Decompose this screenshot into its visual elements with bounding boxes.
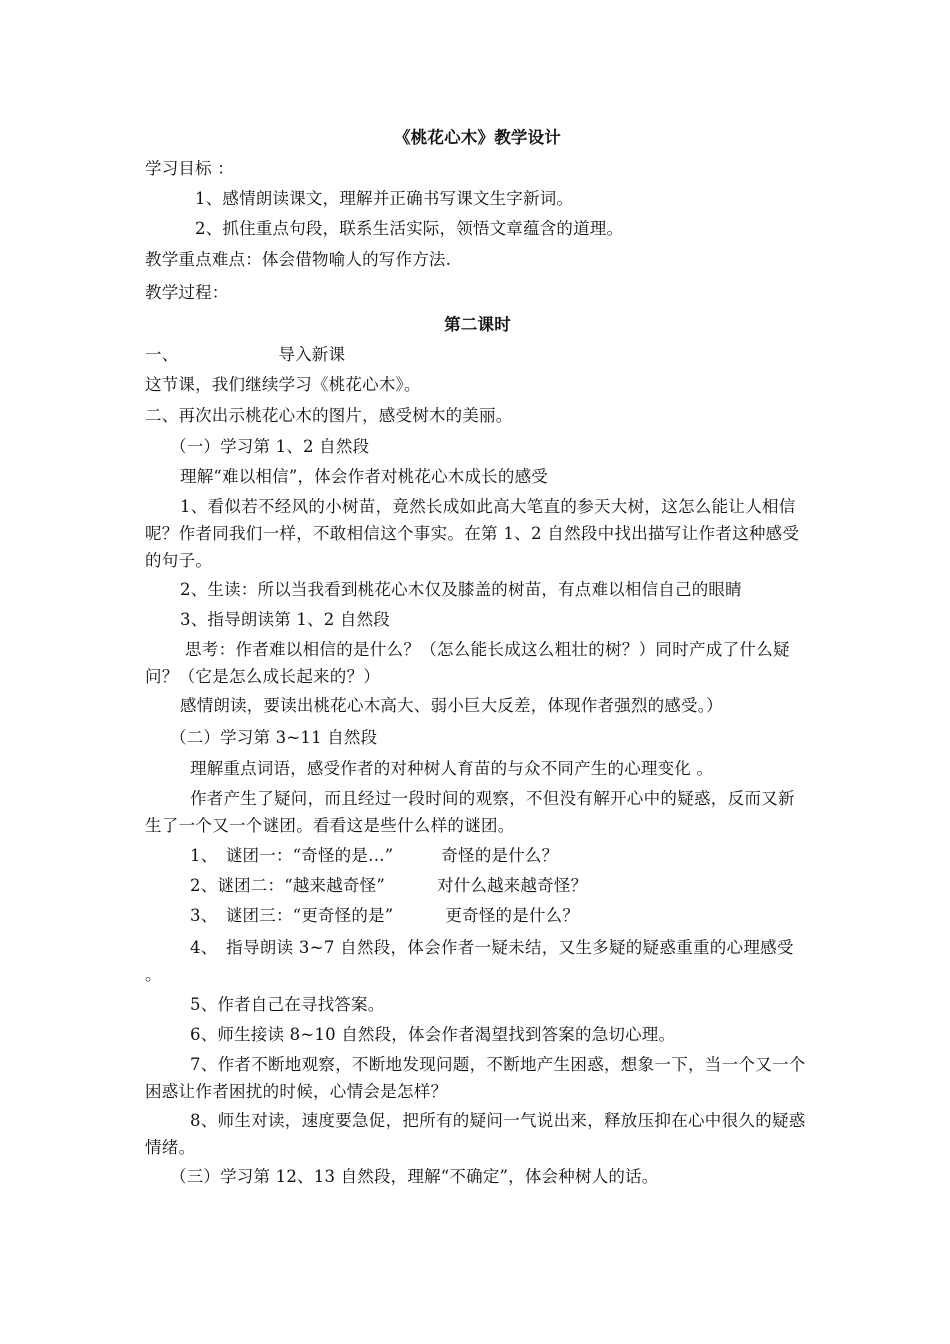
part2-item: 7、作者不断地观察，不断地发现问题，不断地产生困惑，想象一下，当一个又一个困惑让作者困扰的时候，心情会是怎样？ bbox=[145, 1055, 806, 1101]
intro-line: 这节课，我们继续学习《桃花心木》。 bbox=[145, 375, 421, 394]
part2-item: 5、作者自己在寻找答案。 bbox=[190, 995, 385, 1014]
part1-subheading: 理解“难以相信”，体会作者对桃花心木成长的感受 bbox=[180, 467, 548, 486]
objective-item: 1、感情朗读课文，理解并正确书写课文生字新词。 bbox=[195, 189, 574, 208]
lesson-heading: 第二课时 bbox=[444, 315, 511, 334]
part3-heading: （三）学习第 12、13 自然段，理解“不确定”，体会种树人的话。 bbox=[170, 1167, 659, 1186]
part1-item: 1、看似若不经风的小树苗，竟然长成如此高大笔直的参天大树，这怎么能让人相信呢？作者同我们一样，不敢相信这个事实。在第 1、2 自然段中找出描写让作者这种感受的句子。 bbox=[145, 497, 800, 570]
section1-title: 导入新课 bbox=[278, 345, 346, 364]
mystery-row bbox=[190, 902, 855, 929]
part2-heading: （二）学习第 3~11 自然段 bbox=[170, 728, 378, 747]
section2-heading: 二、再次出示桃花心木的图片，感受树木的美丽。 bbox=[145, 406, 513, 425]
section1-number: 一、 bbox=[145, 345, 179, 364]
objectives-heading: 学习目标 ： bbox=[145, 159, 234, 178]
mystery-question: 对什么越来越奇怪？ bbox=[436, 876, 588, 895]
mystery-label: 2、谜团二：“越来越奇怪” bbox=[190, 876, 385, 895]
mystery-label: 3、 谜团三：“更奇怪的是” bbox=[190, 906, 394, 925]
part2-subheading: 理解重点词语，感受作者的对种树人育苗的与众不同产生的心理变化 。 bbox=[190, 759, 714, 778]
mystery-question: 更奇怪的是什么？ bbox=[445, 906, 580, 925]
part1-heading: （一）学习第 1、2 自然段 bbox=[170, 437, 370, 456]
mystery-row bbox=[190, 842, 855, 869]
mystery-question: 奇怪的是什么？ bbox=[441, 846, 559, 865]
part2-item: 6、师生接读 8~10 自然段，体会作者渴望找到答案的急切心理。 bbox=[190, 1025, 676, 1044]
part1-item: 思考：作者难以相信的是什么？（怎么能长成这么粗壮的树？）同时产成了什么疑问？（它是怎么成长起来的？） bbox=[145, 640, 790, 686]
part1-item: 3、指导朗读第 1、2 自然段 bbox=[180, 610, 390, 629]
key-points: 教学重点难点：体会借物喻人的写作方法. bbox=[145, 250, 452, 269]
document-title: 《桃花心木》教学设计 bbox=[394, 128, 561, 147]
section1-heading bbox=[145, 341, 810, 368]
part1-item: 感情朗读，要读出桃花心木高大、弱小巨大反差，体现作者强烈的感受。） bbox=[180, 696, 723, 715]
objective-item: 2、抓住重点句段，联系生活实际，领悟文章蕴含的道理。 bbox=[195, 219, 624, 238]
mystery-row bbox=[190, 872, 855, 899]
mystery-label: 1、 谜团一：“奇怪的是…” bbox=[190, 846, 394, 865]
part2-item: 8、师生对读，速度要急促，把所有的疑问一气说出来，释放压抑在心中很久的疑惑情绪。 bbox=[145, 1111, 806, 1157]
part2-item: 4、 指导朗读 3~7 自然段，体会作者一疑未结，又生多疑的疑惑重重的心理感受 。 bbox=[145, 938, 794, 984]
part1-item: 2、生读：所以当我看到桃花心木仅及膝盖的树苗，有点难以相信自己的眼睛 bbox=[180, 580, 742, 599]
process-heading: 教学过程： bbox=[145, 283, 229, 302]
part2-intro: 作者产生了疑问，而且经过一段时间的观察，不但没有解开心中的疑惑，反而又新生了一个又一个谜团。看看这是些什么样的谜团。 bbox=[145, 789, 795, 835]
